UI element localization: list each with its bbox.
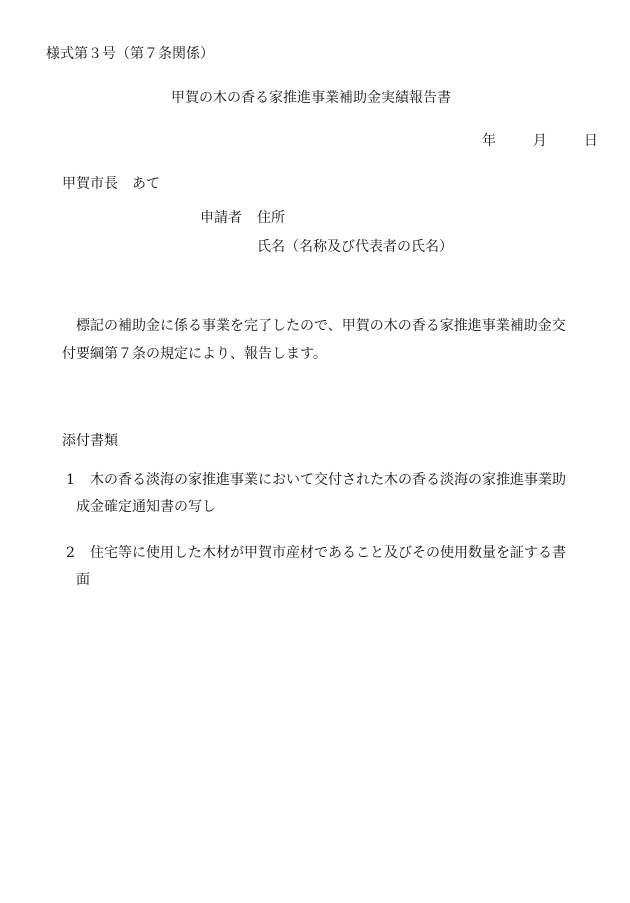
attachment-text-line-2: 成金確定通知書の写し — [76, 499, 216, 515]
attachment-text-line-1: 住宅等に使用した木材が甲賀市産材であること及びその使用数量を証する書 — [90, 545, 566, 561]
applicant-label: 申請者 — [200, 210, 242, 226]
body-text-line-2: 付要綱第７条の規定により、報告します。 — [62, 346, 327, 362]
addressee: 甲賀市長 あて — [62, 176, 160, 192]
name-label: 氏名（名称及び代表者の氏名） — [257, 239, 453, 255]
month-label: 月 — [532, 133, 547, 149]
day-label: 日 — [583, 133, 598, 149]
attachment-text-line-1: 木の香る淡海の家推進事業において交付された木の香る淡海の家推進事業助 — [90, 472, 566, 488]
year-label: 年 — [482, 133, 496, 149]
body-text-line-1: 標記の補助金に係る事業を完了したので、甲賀の木の香る家推進事業補助金交 — [76, 318, 566, 334]
form-label: 様式第３号（第７条関係） — [46, 46, 214, 62]
address-label: 住所 — [257, 210, 285, 226]
attachment-number: 2 — [66, 545, 75, 561]
attachments-heading: 添付書類 — [62, 433, 118, 449]
date-line — [482, 131, 598, 151]
document-title: 甲賀の木の香る家推進事業補助金実績報告書 — [171, 90, 451, 106]
attachment-text-line-2: 面 — [76, 572, 90, 588]
attachment-number: 1 — [66, 472, 75, 488]
